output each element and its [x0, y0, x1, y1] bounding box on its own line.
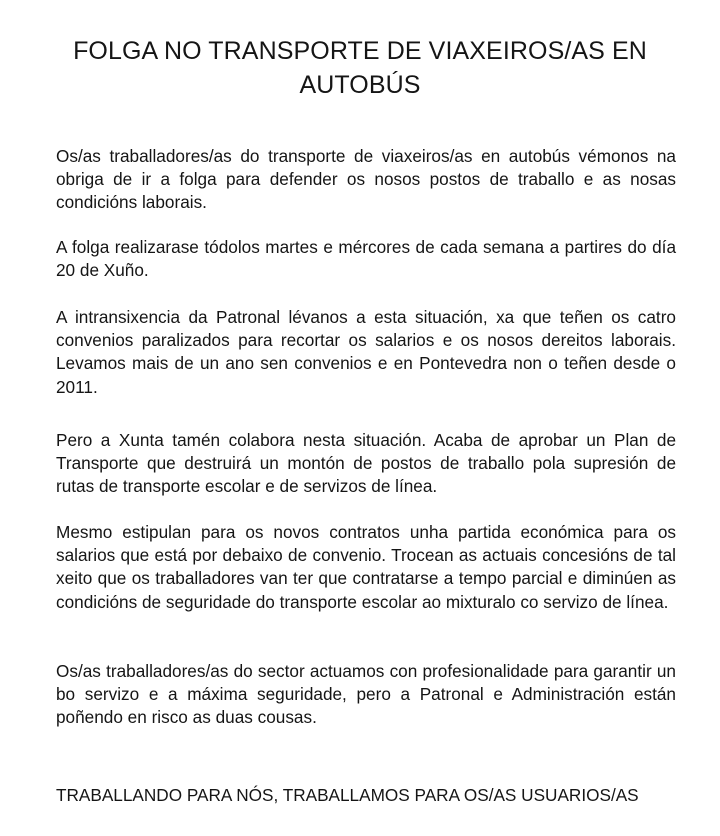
paragraph-professionalism: Os/as traballadores/as do sector actuamos con profesionalidade para garantir un bo servizo e a máxima seguridade, pero a Patronal e Administración están poñendo en risco as duas cousas.	[56, 661, 676, 728]
paragraph-xunta: Pero a Xunta tamén colabora nesta situación. Acaba de aprobar un Plan de Transporte que destruirá un montón de postos de traballo pola supresión de rutas de transporte escolar e de servizos de línea.	[56, 430, 676, 497]
paragraph-strike-dates: A folga realizarase tódolos martes e mércores de cada semana a partires do día 20 de Xuño.	[56, 237, 676, 281]
paragraph-employers: A intransixencia da Patronal lévanos a esta situación, xa que teñen os catro convenios paralizados para recortar os salarios e os nosos dereitos laborais. Levamos mais de un ano sen convenios e en Pontevedra non o teñen desde o 2011.	[56, 307, 676, 397]
closing-slogan: TRABALLANDO PARA NÓS, TRABALLAMOS PARA OS/AS USUARIOS/AS	[56, 785, 639, 805]
paragraph-contracts: Mesmo estipulan para os novos contratos unha partida económica para os salarios que está por debaixo de convenio. Trocean as actuais concesións de tal xeito que os traballadores van ter que contratarse a tempo parcial e diminúen as condicións de seguridade do transporte escolar ao mixturalo co servizo de línea.	[56, 522, 676, 612]
paragraph-strike-reason: Os/as traballadores/as do transporte de viaxeiros/as en autobús vémonos na obriga de ir a folga para defender os nosos postos de traballo e as nosas condicións laborais.	[56, 146, 676, 213]
document-title: FOLGA NO TRANSPORTE DE VIAXEIROS/AS EN AUTOBÚS	[73, 37, 647, 99]
